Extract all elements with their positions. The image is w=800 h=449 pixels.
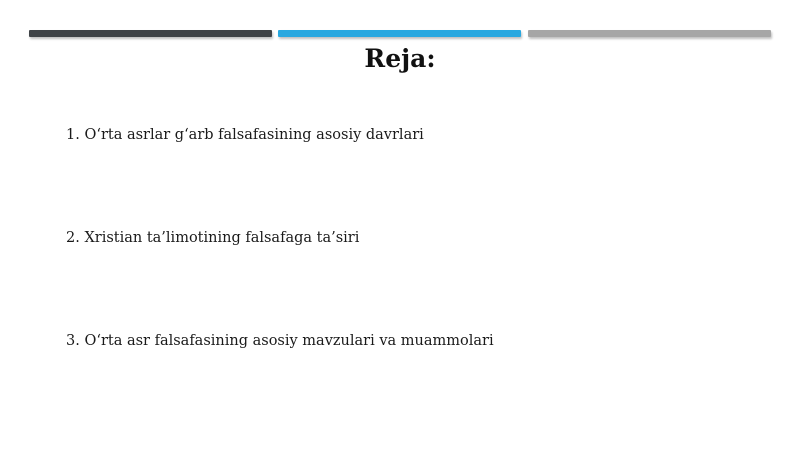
decorative-bar-blue [278, 30, 521, 37]
plan-item-3: 3. O‘rta asr falsafasining asosiy mavzulari va muammolari [66, 333, 494, 349]
decorative-bar-dark [29, 30, 272, 37]
slide-title: Reja: [364, 44, 436, 73]
plan-item-1: 1. O‘rta asrlar g‘arb falsafasining asosiy davrlari [66, 127, 424, 143]
decorative-bar-gray [528, 30, 771, 37]
plan-item-2: 2. Xristian ta’limotining falsafaga ta’siri [66, 230, 360, 246]
